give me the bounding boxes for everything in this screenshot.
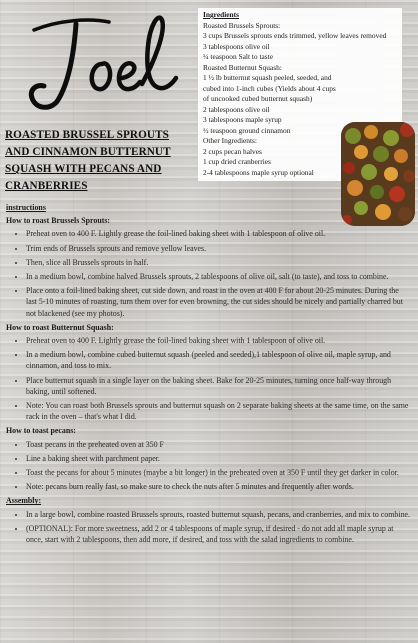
recipe-title: ROASTED BRUSSEL SPROUTS AND CINNAMON BUTTERNUT SQUASH WITH PECANS AND CRANBERRIES <box>5 129 171 192</box>
ingredient-line: 1 ½ lb butternut squash peeled, seeded, and cubed into 1-inch cubes (Yields about 4 cups of uncooked cubed butternut squash) <box>203 73 336 103</box>
step-item: • Then, slice all Brussels sprouts in half. <box>26 257 411 268</box>
step-item: • In a medium bowl, combine cubed butternut squash (peeled and seeded),1 tablespoon of olive oil, maple syrup, and cinnamon, and toss to mix. <box>26 349 411 371</box>
ingredient-line: ¼ teaspoon Salt to taste <box>203 52 273 61</box>
step-item: • Note: pecans burn really fast, so make sure to check the nuts after 5 minutes and frequently after words. <box>26 481 411 492</box>
ingredient-line: Roasted Butternut Squash: <box>203 62 282 72</box>
step-item: • Preheat oven to 400 F. Lightly grease the foil-lined baking sheet with 1 tablespoon of olive oil. <box>26 228 411 239</box>
ingredient-line: Other Ingredients: <box>203 136 257 145</box>
step-item: • (OPTIONAL): For more sweetness, add 2 or 4 tablespoons of maple syrup, if desired - do not add all maple syrup at once, start with 2 tablespoons, then add more, if desired, and toss with the salad ingredients to combine. <box>26 523 411 545</box>
section-heading: How to toast pecans: <box>6 426 76 436</box>
ingredient-line: ½ teaspoon ground cinnamon <box>203 125 291 135</box>
instructions-heading: instructions <box>6 203 46 212</box>
step-item: • In a medium bowl, combine halved Brussels sprouts, 2 tablespoons of olive oil, salt (to taste), and toss to combine. <box>26 271 411 282</box>
ingredient-line: 2 cups pecan halves <box>203 146 262 156</box>
ingredient-line: 2 tablespoons olive oil <box>203 104 270 114</box>
step-list <box>6 439 411 493</box>
step-item: • Place butternut squash in a single layer on the baking sheet. Bake for 20-25 minutes, turning once half-way through baking, until softened. <box>26 375 411 397</box>
step-list <box>6 509 411 546</box>
section-heading: How to roast Brussels Sprouts: <box>6 216 111 226</box>
ingredient-line: 1 cup dried cranberries <box>203 157 271 166</box>
step-item: • Note: You can roast both Brussels sprouts and butternut squash on 2 separate baking sheets at the same time, on the same rack in the oven – that's what I did. <box>26 400 411 422</box>
section-heading: How to roast Butternut Squash: <box>6 322 114 332</box>
step-item: • Toast pecans in the preheated oven at 350 F <box>26 439 411 450</box>
section-heading: Assembly: <box>6 496 42 506</box>
step-list <box>6 228 411 318</box>
ingredient-line: 2-4 tablespoons maple syrup optional <box>203 167 314 177</box>
ingredients-title: Ingredients <box>203 10 240 19</box>
instructions-block <box>6 201 411 548</box>
step-item: • Trim ends of Brussels sprouts and remove yellow leaves. <box>26 243 411 254</box>
ingredient-line: Roasted Brussels Sprouts: <box>203 20 281 30</box>
step-item: • Place onto a foil-lined baking sheet, cut side down, and roast in the oven at 400 F for about 20-25 minutes. During the last 5-10 minutes of roasting, turn them over for even browning, the cut sides should be nicely and partially charred but not blackened (see my photos). <box>26 285 411 319</box>
ingredient-line: 3 tablespoons maple syrup <box>203 115 282 124</box>
ingredient-line: 3 cups Brussels sprouts ends trimmed, yellow leaves removed <box>203 31 387 40</box>
joel-script-logo <box>14 2 199 120</box>
ingredient-line: 3 tablespoons olive oil <box>203 41 270 51</box>
step-list <box>6 335 411 422</box>
step-item: • In a large bowl, combine roasted Brussels sprouts, roasted butternut squash, pecans, and cranberries, and mix to combine. <box>26 509 411 520</box>
brand-logo <box>14 2 199 120</box>
step-item: • Toast the pecans for about 5 minutes (maybe a bit longer) in the preheated oven at 350 F until they get darker in color. <box>26 467 411 478</box>
step-item: • Line a baking sheet with parchment paper. <box>26 453 411 464</box>
step-item: • Preheat oven to 400 F. Lightly grease the foil-lined baking sheet with 1 tablespoon of olive oil. <box>26 335 411 346</box>
